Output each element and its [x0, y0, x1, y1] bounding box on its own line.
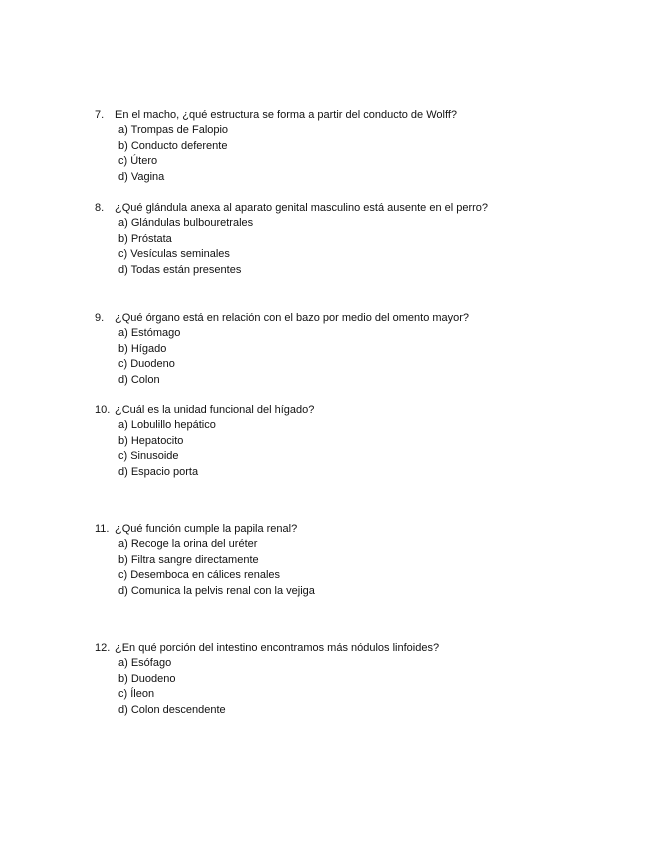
- option-b: b) Conducto deferente: [118, 139, 228, 152]
- option-a: a) Recoge la orina del uréter: [118, 538, 258, 550]
- option-a: a) Esófago: [118, 657, 172, 669]
- question-text: En el macho, ¿qué estructura se forma a partir del conducto de Wolff?: [115, 109, 457, 121]
- question-header: [95, 640, 635, 656]
- option-b: b) Próstata: [118, 232, 172, 245]
- option-a: a) Trompas de Falopio: [118, 124, 229, 136]
- question-text: ¿Cuál es la unidad funcional del hígado?: [115, 404, 315, 416]
- option-c: c) Íleon: [118, 688, 155, 700]
- question-number: 10.: [95, 404, 111, 416]
- option-d: d) Comunica la pelvis renal con la vejiga: [118, 584, 315, 597]
- question-header: [95, 402, 635, 418]
- question-text: ¿Qué órgano está en relación con el bazo por medio del omento mayor?: [115, 312, 470, 324]
- question-12: [95, 640, 635, 718]
- question-text: ¿En qué porción del intestino encontramos más nódulos linfoides?: [115, 642, 440, 654]
- question-number: 11.: [95, 523, 110, 535]
- option-a: a) Glándulas bulbouretrales: [118, 217, 254, 229]
- question-number: 7.: [95, 109, 105, 121]
- option-d: d) Vagina: [118, 170, 165, 183]
- question-number: 8.: [95, 202, 105, 214]
- answer-options: [95, 418, 635, 480]
- option-c: c) Duodeno: [118, 358, 175, 370]
- option-c: c) Vesículas seminales: [118, 248, 230, 260]
- question-number: 12.: [95, 642, 111, 654]
- question-11: [95, 521, 635, 599]
- question-number: 9.: [95, 312, 105, 324]
- question-header: [95, 310, 635, 326]
- question-header: [95, 200, 635, 216]
- question-8: [95, 200, 635, 278]
- option-d: d) Colon descendente: [118, 703, 226, 716]
- answer-options: [95, 656, 635, 718]
- answer-options: [95, 537, 635, 599]
- question-10: [95, 402, 635, 480]
- option-d: d) Todas están presentes: [118, 263, 242, 276]
- answer-options: [95, 123, 635, 185]
- option-c: c) Útero: [118, 155, 158, 167]
- question-header: [95, 521, 635, 537]
- option-b: b) Hígado: [118, 342, 167, 355]
- question-text: ¿Qué función cumple la papila renal?: [115, 523, 298, 535]
- answer-options: [95, 216, 635, 278]
- question-header: [95, 107, 635, 123]
- option-d: d) Colon: [118, 373, 160, 386]
- option-a: a) Lobulillo hepático: [118, 419, 216, 431]
- answer-options: [95, 326, 635, 388]
- option-b: b) Filtra sangre directamente: [118, 553, 259, 566]
- option-d: d) Espacio porta: [118, 465, 199, 478]
- option-b: b) Duodeno: [118, 672, 176, 685]
- question-9: [95, 310, 635, 388]
- option-b: b) Hepatocito: [118, 434, 184, 447]
- question-7: [95, 107, 635, 185]
- option-c: c) Sinusoide: [118, 450, 179, 462]
- option-c: c) Desemboca en cálices renales: [118, 569, 281, 581]
- question-text: ¿Qué glándula anexa al aparato genital masculino está ausente en el perro?: [115, 202, 489, 214]
- option-a: a) Estómago: [118, 327, 181, 339]
